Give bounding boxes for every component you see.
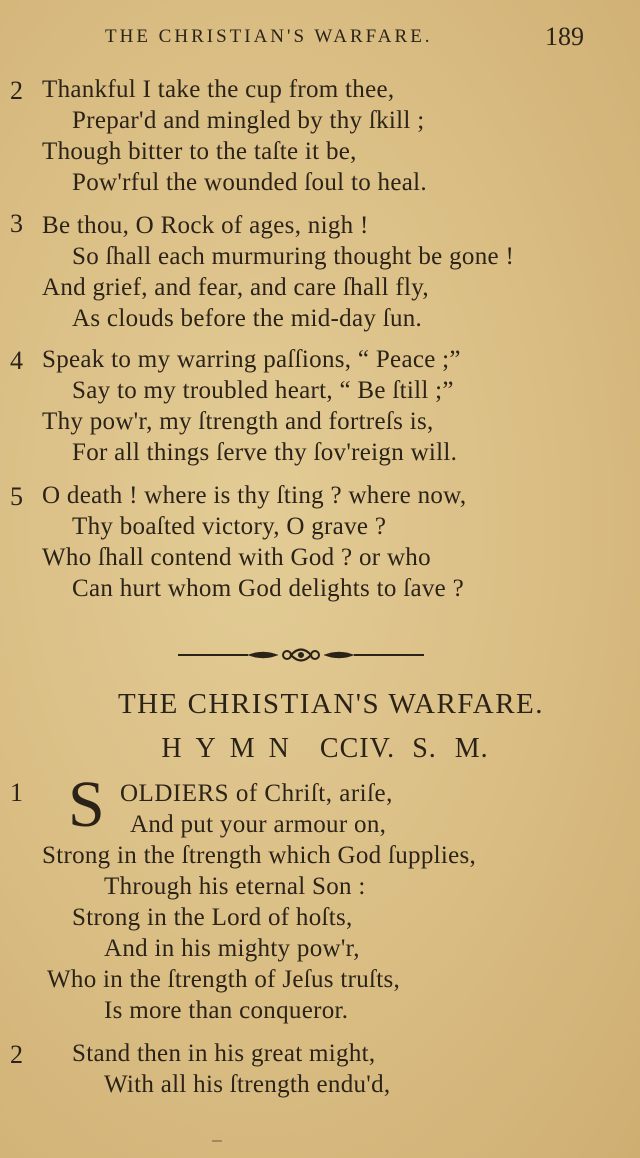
- verse-line: O death ! where is thy ſting ? where now,: [42, 482, 467, 509]
- verse-line: For all things ſerve thy ſov'reign will.: [72, 439, 458, 466]
- verse-line: Can hurt whom God delights to ſave ?: [72, 575, 464, 602]
- verse-line: Is more than conqueror.: [104, 997, 349, 1024]
- verse-line: Who in the ſtrength of Jeſus truſts,: [47, 966, 401, 993]
- verse-line: Prepar'd and mingled by thy ſkill ;: [72, 107, 425, 134]
- drop-cap: S: [68, 768, 105, 841]
- verse-line: Strong in the ſtrength which God ſupplies,: [42, 842, 477, 869]
- verse-line: Speak to my warring paſſions, “ Peace ;”: [42, 346, 461, 373]
- verse-line: Thankful I take the cup from thee,: [42, 76, 395, 103]
- verse-line: Though bitter to the taſte it be,: [42, 138, 357, 165]
- verse-line: As clouds before the mid-day ſun.: [72, 305, 423, 332]
- verse-number: 1: [10, 778, 23, 807]
- verse-line: And in his mighty pow'r,: [104, 935, 360, 962]
- ornament-divider: [178, 640, 424, 670]
- verse-number: 2: [10, 1040, 23, 1069]
- verse-number: 5: [10, 482, 23, 511]
- verse-line: Pow'rful the wounded ſoul to heal.: [72, 169, 427, 196]
- verse-line: Stand then in his great might,: [72, 1040, 376, 1067]
- verse-line: Thy pow'r, my ſtrength and fortreſs is,: [42, 408, 434, 435]
- verse-line: Thy boaſted victory, O grave ?: [72, 513, 387, 540]
- verse-number: 2: [10, 76, 23, 105]
- hymn-title: THE CHRISTIAN'S WARFARE.: [117, 688, 545, 720]
- running-head: [0, 22, 640, 52]
- verse-line: So ſhall each murmuring thought be gone !: [72, 243, 515, 270]
- verse-line: Say to my troubled heart, “ Be ſtill ;”: [72, 377, 454, 404]
- verse-number: 3: [10, 209, 23, 238]
- verse-line: And grief, and fear, and care ſhall fly,: [42, 274, 429, 301]
- verse-line-first: [120, 780, 393, 808]
- first-word: OLDIERS: [120, 780, 230, 807]
- page-number: 189: [545, 22, 584, 51]
- running-title: THE CHRISTIAN'S WARFARE.: [105, 26, 433, 47]
- verse-line: Who ſhall contend with God ? or who: [42, 544, 431, 571]
- ink-mark: [212, 1140, 222, 1142]
- verse-line: Strong in the Lord of hoſts,: [72, 904, 353, 931]
- hymn-number: CCIV.: [319, 733, 396, 764]
- verse-line: And put your armour on,: [130, 811, 387, 838]
- verse-line: Through his eternal Son :: [104, 873, 366, 900]
- hymn-label: HYMN: [161, 733, 303, 764]
- first-line-rest: of Chriſt, ariſe,: [235, 780, 393, 807]
- verse-line: With all his ſtrength endu'd,: [104, 1071, 391, 1098]
- verse-line: Be thou, O Rock of ages, nigh !: [42, 212, 369, 239]
- hymn-meter: S. M.: [412, 733, 489, 764]
- verse-number: 4: [10, 346, 23, 375]
- hymn-number-line: [0, 733, 640, 765]
